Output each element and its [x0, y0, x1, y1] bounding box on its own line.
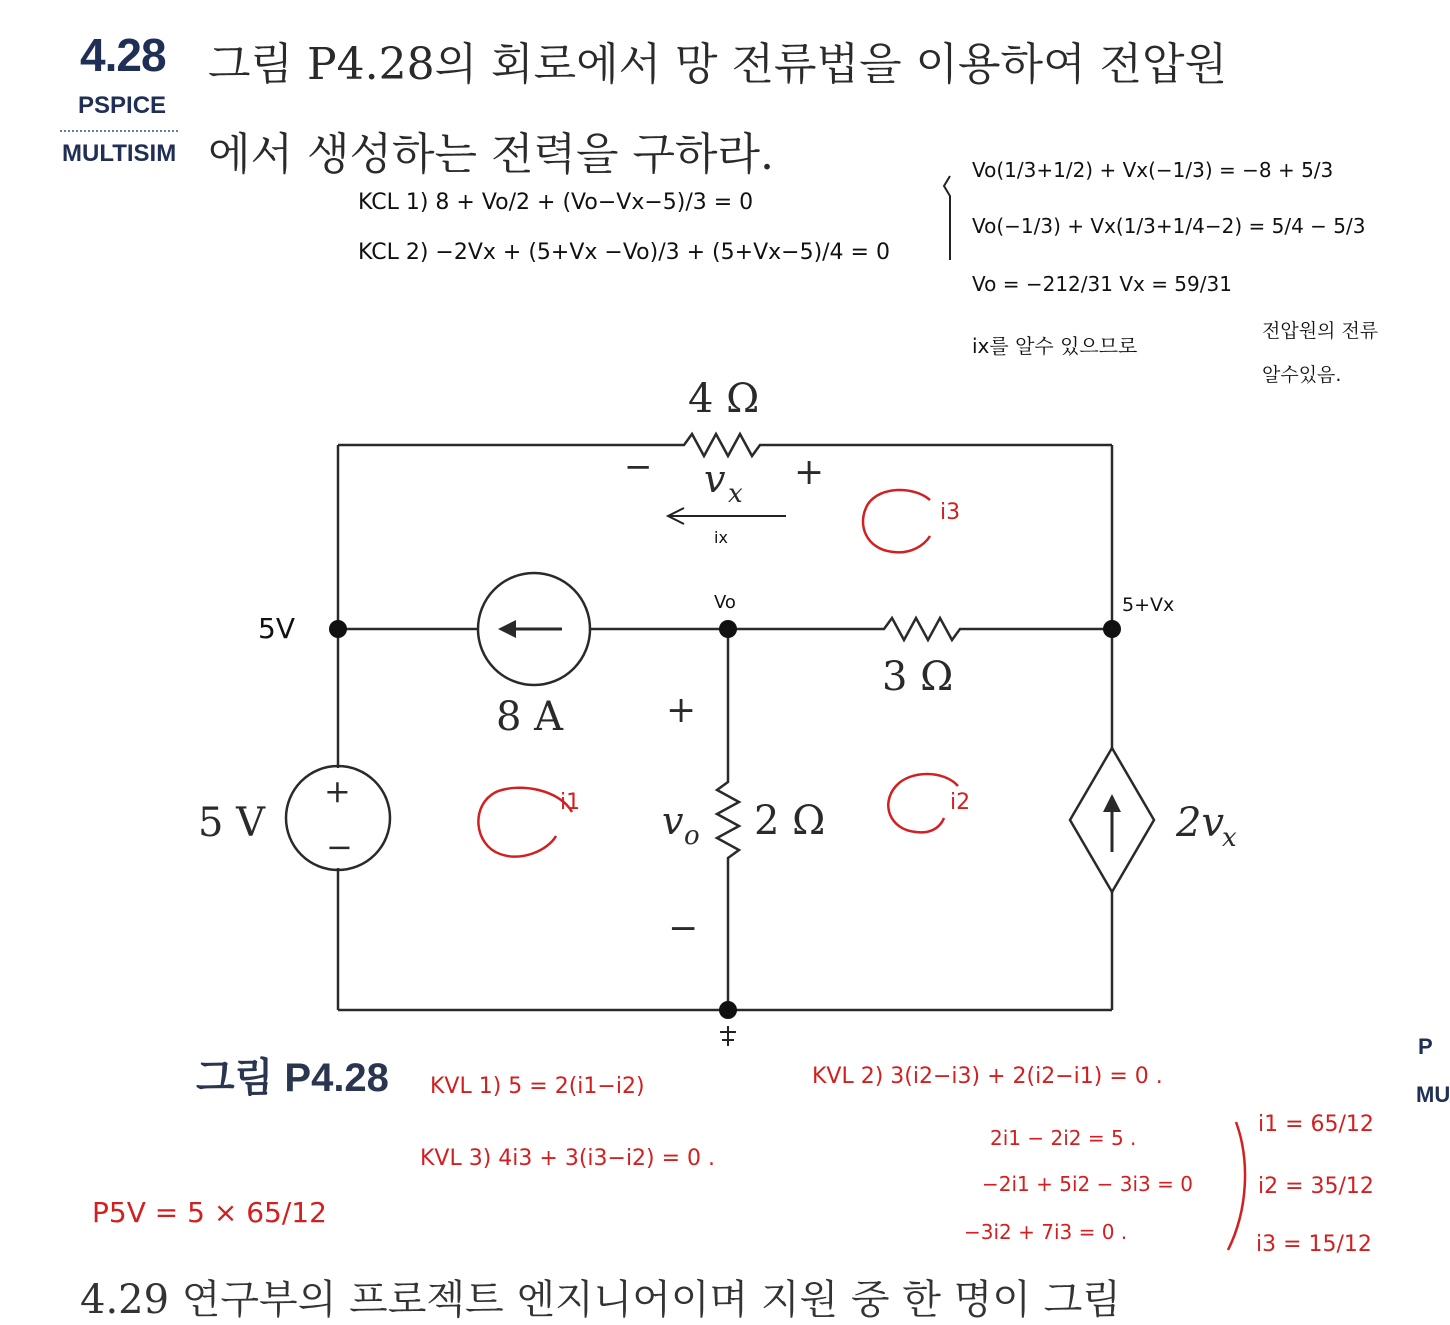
- next-problem-cut: 4.29 연구부의 프로젝트 엔지니어이며 지원 중 한 명이 그림: [80, 1277, 1121, 1323]
- system-solution: Vo = −212/31 Vx = 59/31: [972, 272, 1232, 296]
- mesh3-loop: [863, 490, 930, 552]
- label-vo-minus: −: [668, 908, 699, 949]
- label-5v-source: 5 V: [198, 800, 266, 846]
- label-vx-minus: −: [624, 447, 653, 487]
- node-5vx-label: 5+Vx: [1122, 594, 1175, 616]
- label-vx: v: [704, 457, 726, 501]
- label-vx-plus: +: [794, 452, 825, 493]
- label-4ohm: 4 Ω: [688, 376, 760, 422]
- ground-mark: [720, 1026, 736, 1046]
- note-source-current: 전압원의 전류: [1262, 320, 1379, 342]
- solution-brace: [1228, 1122, 1245, 1250]
- mesh1-label: i1: [560, 790, 581, 815]
- label-vs-plus: +: [324, 772, 351, 810]
- solution-i2: i2 = 35/12: [1258, 1174, 1374, 1199]
- dep-arrow-head: [1103, 794, 1121, 812]
- problem-statement-line2: 에서 생성하는 전력을 구하라.: [208, 129, 774, 180]
- node-left: [329, 620, 347, 638]
- kvl1-equation: KVL 1) 5 = 2(i1−i2): [430, 1074, 645, 1099]
- top-wire-4ohm: [338, 434, 1112, 456]
- label-vo-plus: +: [666, 690, 697, 731]
- label-vx-sub: x: [728, 479, 743, 509]
- ix-label: ix: [714, 528, 728, 547]
- mesh2-label: i2: [950, 790, 971, 815]
- mesh-equation-2: −2i1 + 5i2 − 3i3 = 0: [982, 1172, 1193, 1196]
- label-2ohm: 2 Ω: [754, 798, 826, 844]
- mesh-equation-3: −3i2 + 7i3 = 0 .: [964, 1220, 1128, 1244]
- label-8a: 8 A: [496, 694, 564, 740]
- mesh2-loop: [888, 774, 958, 832]
- system-equation-1: Vo(1/3+1/2) + Vx(−1/3) = −8 + 5/3: [972, 158, 1334, 182]
- kcl1-equation: KCL 1) 8 + Vo/2 + (Vo−Vx−5)/3 = 0: [358, 190, 754, 215]
- multisim-tag: MULTISIM: [62, 140, 177, 167]
- pspice-tag: PSPICE: [78, 92, 167, 119]
- label-vo-sub: o: [684, 821, 700, 851]
- node-center: [719, 620, 737, 638]
- mid-wire-3ohm: [728, 618, 1112, 640]
- mesh3-label: i3: [940, 500, 961, 525]
- kvl2-equation: KVL 2) 3(i2−i3) + 2(i2−i1) = 0 .: [812, 1064, 1163, 1089]
- note-ix-known: ix를 알수 있으므로: [972, 334, 1138, 358]
- label-3ohm: 3 Ω: [882, 654, 954, 700]
- label-2vx: 2v: [1176, 800, 1225, 846]
- solution-i3: i3 = 15/12: [1256, 1232, 1372, 1257]
- system-equation-2: Vo(−1/3) + Vx(1/3+1/4−2) = 5/4 − 5/3: [972, 214, 1366, 238]
- note-can-know: 알수있음.: [1262, 364, 1342, 386]
- edge-tag-1: P: [1418, 1034, 1433, 1059]
- problem-statement-line1: 그림 P4.28의 회로에서 망 전류법을 이용하여 전압원: [208, 39, 1228, 90]
- center-wire-2ohm: [717, 629, 739, 1010]
- label-vo: v: [662, 799, 684, 843]
- problem-number: 4.28: [80, 29, 166, 81]
- power-5v-result: P5V = 5 × 65/12: [92, 1196, 327, 1229]
- edge-tag-2: MU: [1416, 1082, 1450, 1107]
- cs-arrow-head: [498, 620, 516, 638]
- kvl3-equation: KVL 3) 4i3 + 3(i3−i2) = 0 .: [420, 1146, 716, 1171]
- label-vs-minus: −: [326, 828, 353, 866]
- node-right: [1103, 620, 1121, 638]
- kcl2-equation: KCL 2) −2Vx + (5+Vx −Vo)/3 + (5+Vx−5)/4 = 0: [358, 240, 890, 265]
- mesh1-loop: [478, 788, 572, 857]
- system-brace: [944, 176, 950, 260]
- label-2vx-sub: x: [1222, 823, 1237, 853]
- solution-i1: i1 = 65/12: [1258, 1112, 1374, 1137]
- node-vo-label: Vo: [714, 592, 736, 613]
- node-bottom: [719, 1001, 737, 1019]
- node-5v-label: 5V: [258, 612, 295, 645]
- figure-caption: 그림 P4.28: [196, 1056, 389, 1100]
- mesh-equation-1: 2i1 − 2i2 = 5 .: [990, 1126, 1137, 1150]
